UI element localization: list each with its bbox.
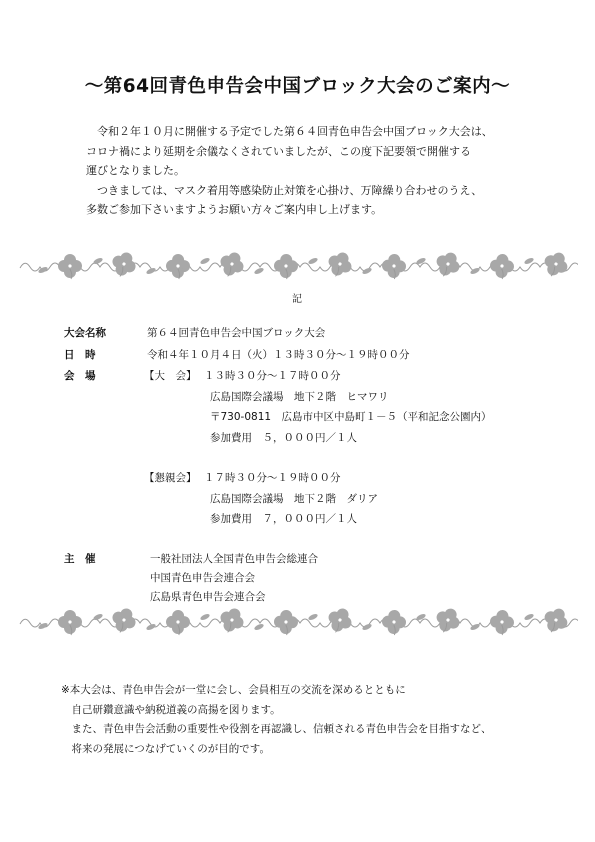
- taikai-fee: 参加費用 ５，０００円／１人: [210, 432, 357, 444]
- leaf-icon: [37, 622, 48, 630]
- page-title: ～第64回青色申告会中国ブロック大会のご案内～: [84, 76, 511, 97]
- four-leaf-clover-icon: [489, 253, 515, 280]
- four-leaf-clover-icon: [108, 248, 140, 280]
- four-leaf-clover-icon: [58, 254, 82, 279]
- note-line: 将来の発展につなげていくのが目的です。: [61, 742, 270, 755]
- taikai-address: 〒730-0811 広島市中区中島町１－５（平和記念公園内）: [210, 411, 492, 423]
- leaf-icon: [199, 257, 210, 265]
- clover-border-top: [18, 248, 578, 282]
- four-leaf-clover-icon: [58, 610, 82, 635]
- four-leaf-clover-icon: [539, 248, 572, 281]
- leaf-icon: [37, 266, 48, 274]
- note-line: また、青色申告会活動の重要性や役割を再認識し、信頼される青色申告会を目指すなど、: [61, 723, 492, 735]
- intro-line: 令和２年１０月に開催する予定でした第６４回青色申告会中国ブロック大会は、: [86, 125, 493, 138]
- konshin-tag: 【懇親会】: [144, 472, 197, 484]
- konshin-place: 広島国際会議場 地下２階 ダリア: [210, 493, 378, 505]
- konshin-fee: 参加費用 ７，０００円／１人: [210, 513, 357, 525]
- four-leaf-clover-icon: [108, 604, 140, 636]
- four-leaf-clover-icon: [381, 253, 406, 279]
- name-value: 第６４回青色申告会中国ブロック大会: [147, 327, 326, 339]
- date-value: 令和４年１０月４日（火）１３時３０分～１９時００分: [147, 349, 410, 361]
- four-leaf-clover-icon: [489, 609, 515, 636]
- four-leaf-clover-icon: [274, 254, 299, 280]
- four-leaf-clover-icon: [381, 609, 406, 635]
- taikai-tag: 【大 会】: [144, 370, 197, 382]
- leaf-icon: [199, 613, 210, 621]
- four-leaf-clover-icon: [216, 248, 248, 281]
- intro-line: コロナ禍により延期を余儀なくされていましたが、この度下記要領で開催する: [86, 144, 471, 158]
- leaf-icon: [307, 257, 318, 265]
- intro-line: 多数ご参加下さいますようお願い方々ご案内申し上げます。: [86, 203, 383, 217]
- four-leaf-clover-icon: [539, 604, 572, 637]
- four-leaf-clover-icon: [216, 604, 248, 637]
- intro-line: つきましては、マスク着用等感染防止対策を心掛け、万障繰り合わせのうえ、: [86, 183, 483, 197]
- clover-border-bottom: [18, 604, 578, 638]
- leaf-icon: [307, 613, 318, 621]
- note-line: 自己研鑽意識や納税道義の高揚を図ります。: [61, 703, 281, 716]
- taikai-time: １３時３０分～１７時００分: [204, 370, 341, 382]
- leaf-icon: [253, 267, 264, 275]
- four-leaf-clover-icon: [166, 254, 190, 279]
- konshin-time: １７時３０分～１９時００分: [204, 472, 341, 484]
- host-name: 一般社団法人全国青色申告会総連合: [150, 553, 318, 565]
- four-leaf-clover-icon: [432, 604, 465, 637]
- intro-text: [86, 122, 493, 220]
- purpose-note: [61, 681, 492, 759]
- four-leaf-clover-icon: [274, 610, 299, 636]
- leaf-icon: [361, 267, 372, 275]
- date-label: 日 時: [64, 349, 96, 361]
- intro-line: 運びとなりました。: [86, 164, 185, 178]
- host-label: 主 催: [64, 553, 96, 565]
- four-leaf-clover-icon: [324, 604, 356, 637]
- note-line: ※本大会は、青色申告会が一堂に会し、会員相互の交流を深めるとともに: [61, 684, 406, 696]
- ki-heading: 記: [292, 294, 302, 305]
- four-leaf-clover-icon: [432, 248, 465, 281]
- taikai-place: 広島国際会議場 地下２階 ヒマワリ: [210, 391, 389, 403]
- leaf-icon: [361, 623, 372, 631]
- host-name: 広島県青色申告会連合会: [150, 591, 266, 603]
- host-name: 中国青色申告会連合会: [150, 572, 255, 584]
- venue-label: 会 場: [64, 370, 96, 382]
- four-leaf-clover-icon: [324, 248, 356, 281]
- name-label: 大会名称: [64, 327, 106, 339]
- four-leaf-clover-icon: [166, 610, 190, 635]
- leaf-icon: [253, 623, 264, 631]
